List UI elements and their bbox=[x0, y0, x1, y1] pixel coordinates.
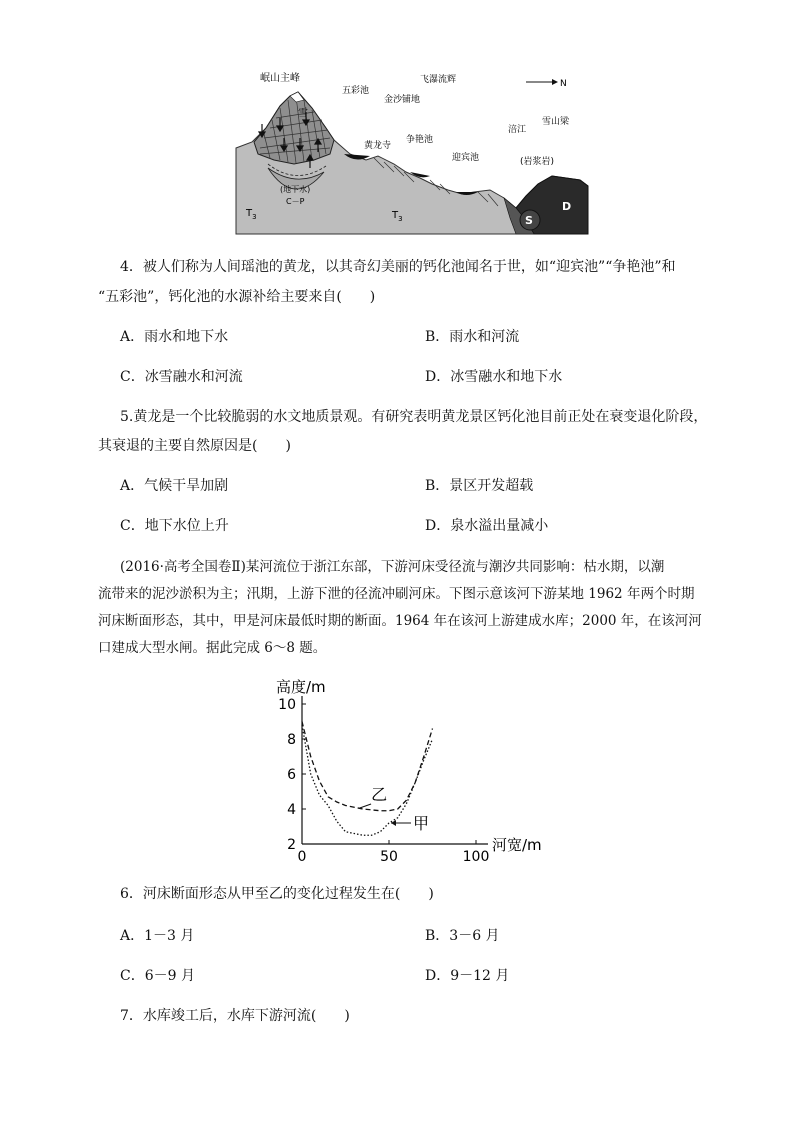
series-label-yi: 乙 bbox=[371, 785, 388, 804]
label-t3-left: $T_3$ bbox=[246, 208, 257, 221]
label-fujiang: 涪江 bbox=[508, 125, 527, 135]
q6-stem: 6．河床断面形态从甲至乙的变化过程发生在( ) bbox=[120, 886, 434, 902]
x-tick-label: 0 bbox=[297, 849, 307, 865]
yi-pointer bbox=[359, 804, 371, 808]
q6-option-b: B．3－6 月 bbox=[425, 928, 500, 944]
huanglong-cross-section-figure bbox=[234, 68, 590, 236]
q5-option-b: B．景区开发超载 bbox=[425, 478, 534, 494]
river-cross-section-chart bbox=[270, 672, 550, 868]
label-cp: C－P bbox=[286, 197, 305, 206]
label-yingbin: 迎宾池 bbox=[452, 153, 480, 163]
label-d: D bbox=[562, 200, 572, 213]
q4-option-d: D．冰雪融水和地下水 bbox=[425, 369, 563, 385]
label-huanglong: 黄龙寺 bbox=[364, 141, 392, 151]
label-yanjiangyan: (岩浆岩) bbox=[520, 157, 555, 167]
q4-stem-line2: “五彩池”，钙化池的水源补给主要来自( ) bbox=[98, 289, 376, 305]
intro-line2: 流带来的泥沙淤积为主；汛期，上游下泄的径流冲刷河床。下图示意该河下游某地 1962 年两个时期 bbox=[98, 586, 695, 602]
label-snow: 雪 bbox=[298, 108, 308, 119]
x-tick-label: 100 bbox=[462, 849, 490, 865]
label-minshan: 岷山主峰 bbox=[260, 73, 300, 84]
intro-line3: 河床断面形态，其中，甲是河床最低时期的断面。1964 年在该河上游建成水库；2000 年，在该河河 bbox=[98, 613, 702, 629]
label-groundwater: (地下水) bbox=[280, 185, 311, 194]
intro-line1: (2016·高考全国卷Ⅱ)某河流位于浙江东部，下游河床受径流与潮汐共同影响：枯水期，以潮 bbox=[120, 559, 665, 575]
y-tick-label: 8 bbox=[287, 732, 296, 748]
x-tick-label: 50 bbox=[380, 849, 398, 865]
q4-stem-line1: 4．被人们称为人间瑶池的黄龙，以其奇幻美丽的钙化池闻名于世，如“迎宾池”“争艳池”和 bbox=[120, 259, 676, 275]
y-axis-label: 高度/m bbox=[276, 678, 326, 696]
label-s: S bbox=[525, 214, 533, 227]
q6-option-d: D．9－12 月 bbox=[425, 968, 510, 984]
label-wucaichi: 五彩池 bbox=[342, 86, 370, 96]
q4-option-c: C．冰雪融水和河流 bbox=[120, 369, 243, 385]
q7-stem: 7．水库竣工后，水库下游河流( ) bbox=[120, 1008, 350, 1024]
y-tick-label: 4 bbox=[287, 802, 296, 818]
q4-option-a: A．雨水和地下水 bbox=[120, 329, 229, 345]
y-tick-label: 10 bbox=[278, 697, 296, 713]
y-tick-label: 6 bbox=[287, 767, 296, 783]
y-tick-label: 2 bbox=[287, 837, 296, 853]
q6-option-a: A．1－3 月 bbox=[120, 928, 195, 944]
label-north: N bbox=[560, 79, 567, 89]
label-zhengyan: 争艳池 bbox=[406, 135, 434, 145]
q5-option-d: D．泉水溢出量减小 bbox=[425, 518, 549, 534]
q5-stem-line2: 其衰退的主要自然原因是( ) bbox=[98, 438, 291, 454]
q5-option-a: A．气候干旱加剧 bbox=[120, 478, 229, 494]
x-axis-label: 河宽/m bbox=[492, 836, 542, 854]
q5-option-c: C．地下水位上升 bbox=[120, 518, 229, 534]
q4-option-b: B．雨水和河流 bbox=[425, 329, 520, 345]
label-t3-right: $T_3$ bbox=[392, 210, 403, 223]
label-xueshanliang: 雪山梁 bbox=[542, 117, 570, 127]
q5-stem-line1: 5.黄龙是一个比较脆弱的水文地质景观。有研究表明黄龙景区钙化池目前正处在衰变退化阶段， bbox=[120, 409, 708, 425]
intro-line4: 口建成大型水闸。据此完成 6～8 题。 bbox=[98, 640, 327, 656]
series-line-yi bbox=[302, 722, 433, 811]
label-feipu: 飞瀑流辉 bbox=[420, 75, 457, 85]
series-label-jia: 甲 bbox=[413, 814, 430, 833]
label-jinsha: 金沙铺地 bbox=[384, 95, 421, 105]
q6-option-c: C．6－9 月 bbox=[120, 968, 195, 984]
